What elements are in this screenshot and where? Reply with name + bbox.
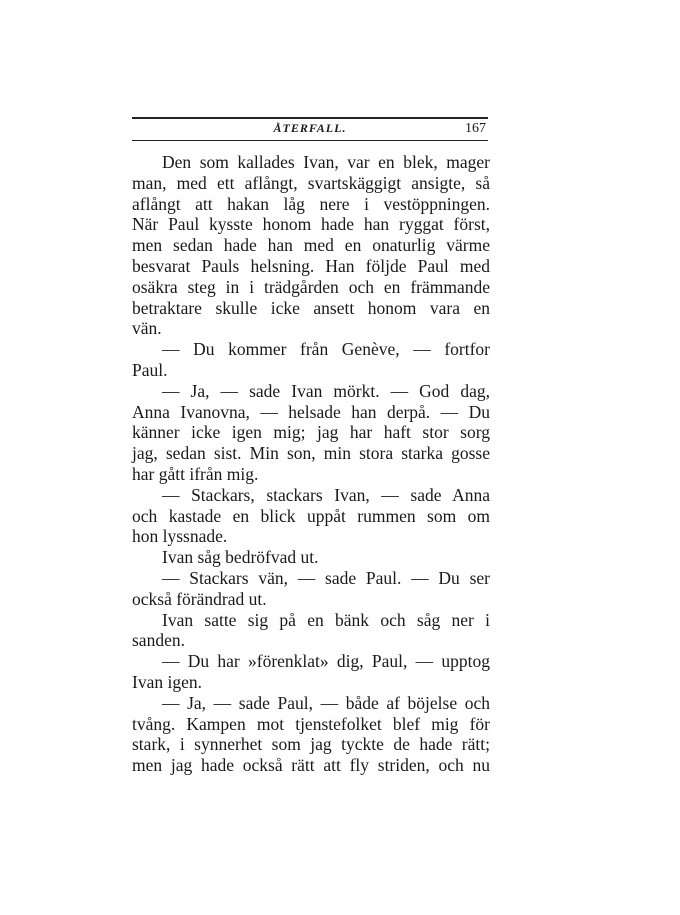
text-line: känner icke igen mig; jag har haft stor sorg [132,422,490,443]
body-text [132,152,490,776]
text-line: men jag hade också rätt att fly striden, och nu [132,755,490,776]
text-line: osäkra steg in i trädgården och en främmande [132,276,490,297]
text-line: aflångt att hakan låg nere i vestöppningen. [132,193,490,214]
header-rule-bottom [132,140,488,141]
text-line: Ivan igen. [132,671,202,692]
text-line: tvång. Kampen mot tjenstefolket blef mig för [132,713,490,734]
text-line: stark, i synnerhet som jag tyckte de hade rätt; [132,734,490,755]
text-line: hon lyssnade. [132,526,228,547]
text-line: — Ja, — sade Paul, — både af böjelse och [162,692,490,713]
text-line: och kastade en blick uppåt rummen som om [132,505,490,526]
text-line: jag, sedan sist. Min son, min stora starka gosse [132,443,490,464]
text-line: Anna Ivanovna, — helsade han derpå. — Du [132,401,490,422]
text-line: sanden. [132,630,185,651]
text-line: man, med ett aflångt, svartskäggigt ansigte, så [132,172,490,193]
text-line: — Du kommer från Genève, — fortfor [162,339,490,360]
text-line: — Stackars vän, — sade Paul. — Du ser [162,567,490,588]
text-line: Ivan satte sig på en bänk och såg ner i [162,609,490,630]
text-line: betraktare skulle icke ansett honom vara en [132,297,490,318]
text-line: När Paul kysste honom hade han ryggat först, [132,214,490,235]
text-line: — Du har »förenklat» dig, Paul, — upptog [162,651,490,672]
text-line: Den som kallades Ivan, var en blek, mager [162,152,490,172]
text-line: också förändrad ut. [132,588,267,609]
text-line: men sedan hade han med en onaturlig värme [132,235,490,256]
running-head [132,121,488,139]
page-number: 167 [465,121,486,136]
running-head-title: ÅTERFALL. [273,121,347,135]
text-line: besvarat Pauls helsning. Han följde Paul med [132,255,490,276]
text-line: vän. [132,318,162,339]
header-rule-top [132,117,488,119]
text-line: Ivan såg bedröfvad ut. [162,547,319,568]
text-line: — Ja, — sade Ivan mörkt. — God dag, [162,380,490,401]
text-line: — Stackars, stackars Ivan, — sade Anna [162,484,490,505]
text-line: Paul. [132,359,168,380]
text-line: har gått ifrån mig. [132,463,259,484]
